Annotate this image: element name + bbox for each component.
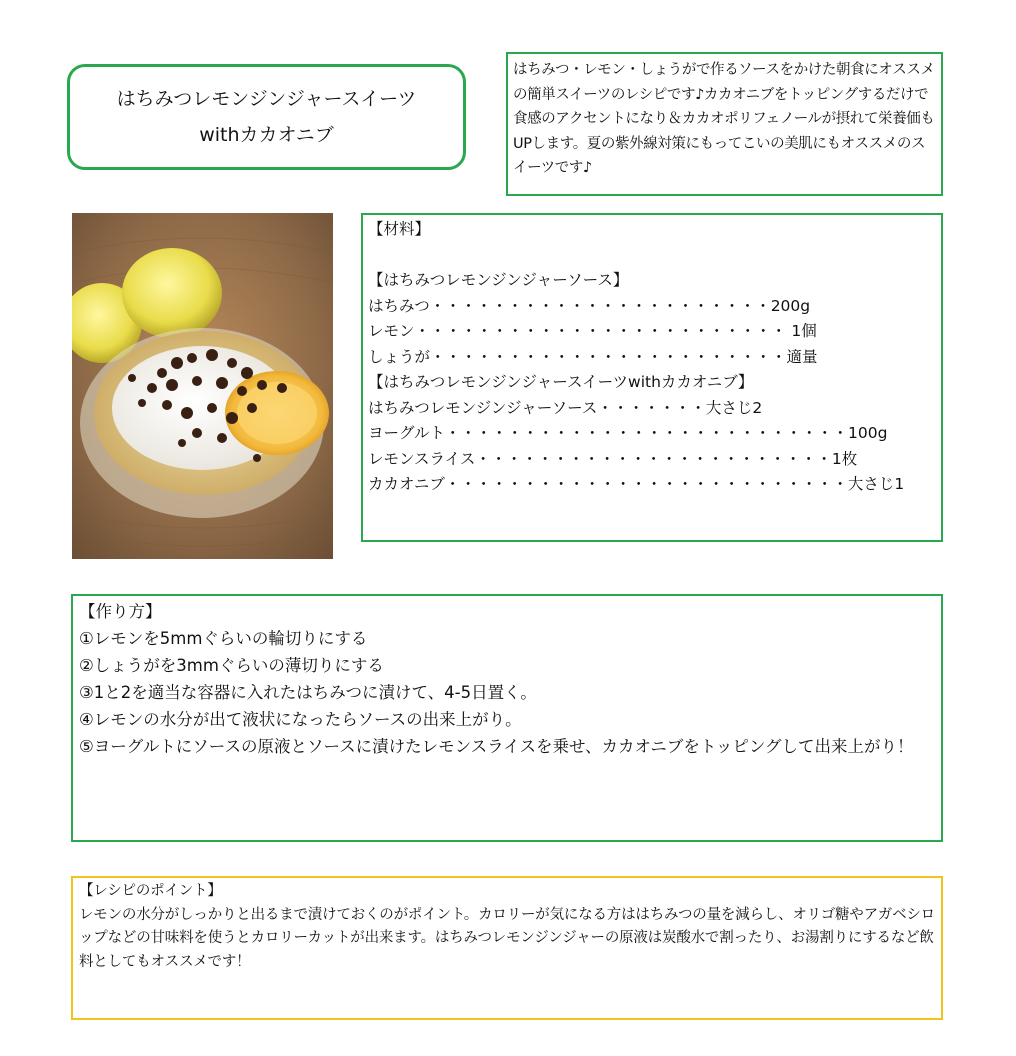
recipe-points-box — [71, 876, 943, 1020]
step-item: ②しょうがを3mmぐらいの薄切りにする — [79, 656, 384, 675]
ingredient-item: ヨーグルト・・・・・・・・・・・・・・・・・・・・・・・・・・100g — [368, 424, 888, 442]
ingredient-item: はちみつレモンジンジャーソース・・・・・・・大さじ2 — [368, 398, 763, 417]
sauce-heading: 【はちみつレモンジンジャーソース】 — [368, 271, 629, 289]
step-item: ③1と2を適当な容器に入れたはちみつに漬けて、4-5日置く。 — [79, 683, 537, 702]
intro-text: はちみつ・レモン・しょうがで作るソースをかけた朝食にオススメの簡単スイーツのレシピです♪カカオニブをトッピングするだけで食感のアクセントになり＆カカオポリフェノールが摂れて栄養価もUPします。夏の紫外線対策にもってこいの美肌にもオススメのスイーツです♪ — [513, 62, 935, 176]
recipe-photo — [72, 213, 333, 559]
step-item: ⑤ヨーグルトにソースの原液とソースに漬けたレモンスライスを乗せ、カカオニブをトッピングして出来上がり！ — [79, 737, 914, 756]
ingredient-item: カカオニブ・・・・・・・・・・・・・・・・・・・・・・・・・・大さじ1 — [368, 475, 905, 493]
ingredient-item: しょうが・・・・・・・・・・・・・・・・・・・・・・・適量 — [368, 347, 818, 366]
ingredient-item: レモン・・・・・・・・・・・・・・・・・・・・・・・・ 1個 — [368, 322, 817, 340]
points-text: レモンの水分がしっかりと出るまで漬けておくのがポイント。カロリーが気になる方ははちみつの量を減らし、オリゴ糖やアガベシロップなどの甘味料を使うとカロリーカットが出来ます。はちみつレモンジンジャーの原液は炭酸水で割ったり、お湯割りにするなど飲料としてもオススメです！ — [79, 906, 935, 970]
steps-box — [71, 594, 943, 842]
recipe-title-box — [67, 64, 466, 170]
points-heading: 【レシピのポイント】 — [79, 883, 222, 899]
ingredient-item: はちみつ・・・・・・・・・・・・・・・・・・・・・・200g — [368, 296, 811, 315]
ingredients-spacer — [368, 243, 937, 269]
step-item: ④レモンの水分が出て液状になったらソースの出来上がり。 — [79, 710, 522, 729]
sweets-heading: 【はちみつレモンジンジャースイーツwithカカオニブ】 — [368, 373, 754, 391]
intro-box — [506, 52, 943, 196]
step-item: ①レモンを5mmぐらいの輪切りにする — [79, 629, 368, 648]
ingredient-item: レモンスライス・・・・・・・・・・・・・・・・・・・・・・・1枚 — [368, 449, 858, 468]
recipe-title-line1: はちみつレモンジンジャースイーツ — [116, 88, 417, 110]
steps-heading: 【作り方】 — [79, 602, 162, 621]
ingredients-box — [361, 213, 943, 542]
recipe-title-line2: withカカオニブ — [199, 124, 334, 146]
ingredients-heading: 【材料】 — [368, 220, 431, 238]
